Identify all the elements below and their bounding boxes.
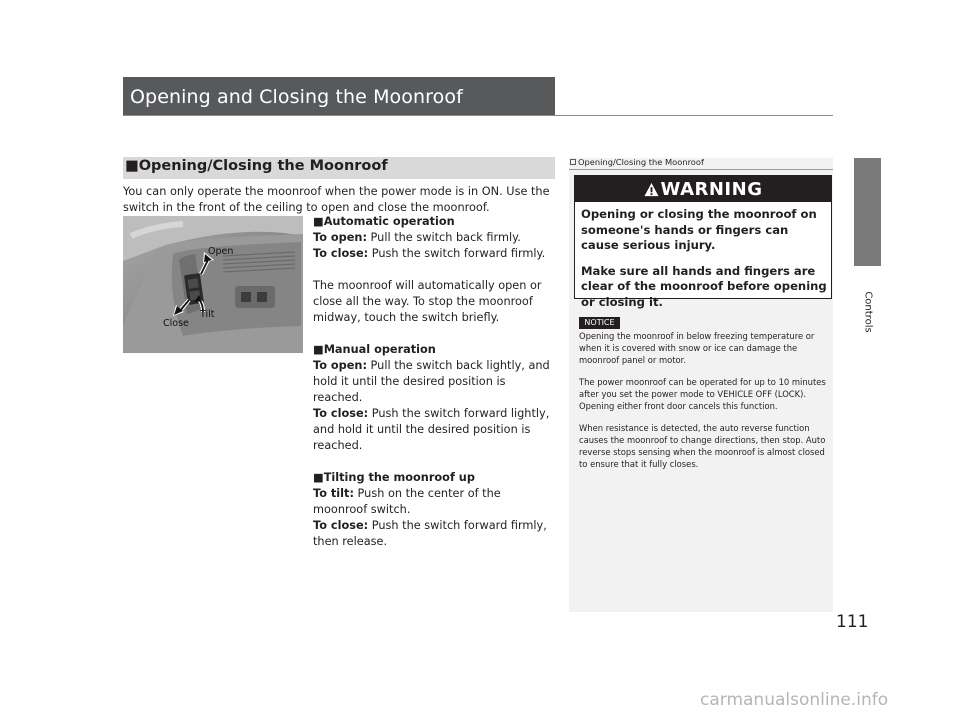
notice-label: NOTICE	[579, 317, 620, 329]
info-note: The power moonroof can be operated for up to 10 minutes after you set the power mode to VEHICLE OFF (LOCK). Opening either front door cancels this function.	[579, 377, 826, 411]
watermark: carmanualsonline.info	[700, 690, 889, 710]
op-tilt-close: To close: Push the switch forward firmly, then release.	[313, 519, 547, 548]
moonroof-switch-illustration	[123, 216, 303, 353]
warning-title: WARNING	[575, 179, 831, 200]
warning-triangle-icon	[644, 182, 659, 197]
op-auto-close: To close: Push the switch forward firmly.	[313, 247, 546, 260]
info-sidebar-header: Opening/Closing the Moonroof	[569, 157, 833, 169]
info-note: When resistance is detected, the auto reverse function causes the moonroof to change directions, then stop. Auto reverse stops sensing when the moonroof is almost closed to ensure that it fully closes.	[579, 423, 826, 469]
section-intro: You can only operate the moonroof when the power mode is in ON. Use the switch in the front of the ceiling to open and close the moonroof.	[123, 185, 550, 214]
op-heading-tilt: ■Tilting the moonroof up	[313, 471, 475, 484]
title-rule	[123, 115, 833, 116]
op-tilt: To tilt: Push on the center of the moonroof switch.	[313, 487, 501, 516]
spacer	[313, 262, 558, 278]
op-auto-open: To open: Pull the switch back firmly.	[313, 231, 521, 244]
info-header-rule	[569, 169, 833, 170]
warning-text: Opening or closing the moonroof on someone's hands or fingers can cause serious injury. Make sure all hands and fingers are clear of the moonroof before opening or closing it.	[581, 207, 827, 309]
operation-instructions	[313, 214, 558, 550]
figure-label-tilt: Tilt	[200, 309, 215, 320]
page-title: Opening and Closing the Moonroof	[130, 86, 463, 108]
figure-label-open: Open	[208, 246, 234, 257]
spacer	[313, 326, 558, 342]
page-number: 111	[836, 612, 869, 632]
reference-marker-icon	[570, 159, 576, 165]
warning-box	[574, 175, 832, 309]
figure-label-close: Close	[163, 318, 189, 329]
section-title: ■Opening/Closing the Moonroof	[125, 158, 388, 174]
chapter-tab-label: Controls	[862, 291, 873, 333]
ceiling-console-drawing	[123, 216, 303, 353]
info-note: Opening the moonroof in below freezing temperature or when it is covered with snow or ice can damage the moonroof panel or motor.	[579, 331, 815, 365]
op-manual-open: To open: Pull the switch back lightly, and hold it until the desired position is reached.	[313, 359, 550, 404]
chapter-tab	[854, 158, 881, 266]
op-manual-close: To close: Push the switch forward lightly, and hold it until the desired position is reached.	[313, 407, 550, 452]
info-notes	[579, 330, 827, 470]
op-heading-manual: ■Manual operation	[313, 343, 436, 356]
spacer	[313, 454, 558, 470]
op-heading-automatic: ■Automatic operation	[313, 215, 455, 228]
op-auto-note: The moonroof will automatically open or close all the way. To stop the moonroof midway, touch the switch briefly.	[313, 279, 542, 324]
